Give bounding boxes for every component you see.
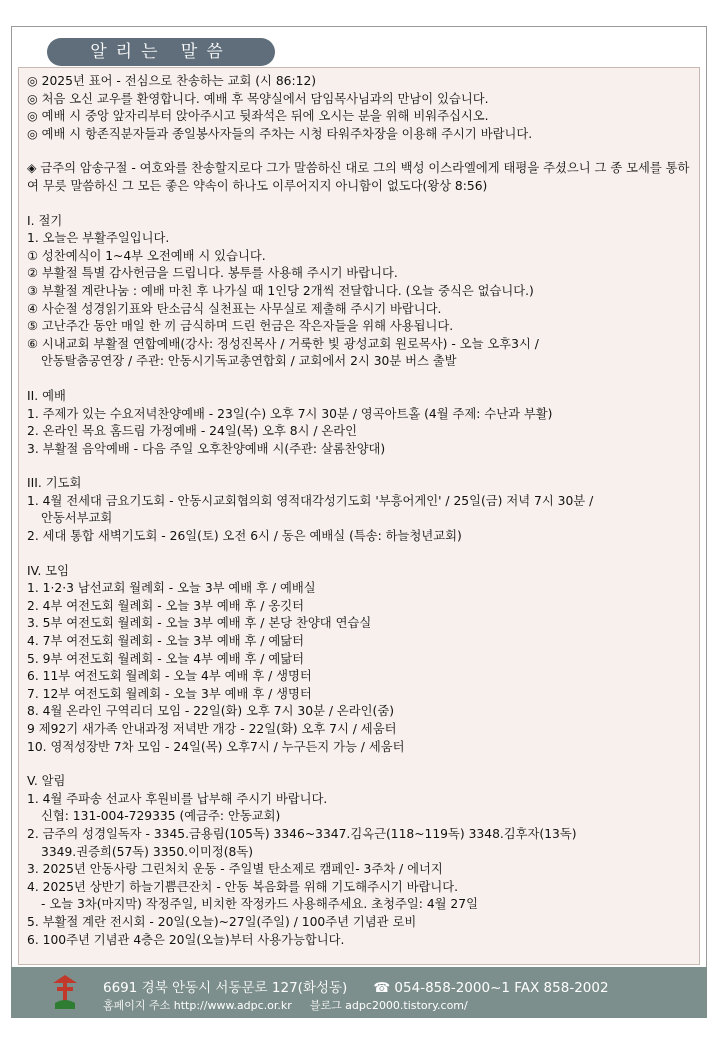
list-item: 2. 금주의 성경일독자 - 3345.금용림(105독) 3346~3347.김옥근(118~119독) 3348.김후자(13독) xyxy=(27,826,577,841)
intro-line: ◎ 예배 시 중앙 앞자리부터 앉아주시고 뒷좌석은 뒤에 오시는 분을 위해 비워주십시오. xyxy=(27,109,489,124)
list-item-continued: 신협: 131-004-729335 (예금주: 안동교회) xyxy=(41,809,281,824)
section-title-worship: II. 예배 xyxy=(27,388,66,403)
section-title-festival: I. 절기 xyxy=(27,213,63,228)
list-item: ④ 사순절 성경읽기표와 탄소금식 실천표는 사무실로 제출해 주시기 바랍니다. xyxy=(27,301,442,316)
list-item: 4. 7부 여전도회 월례회 - 오늘 3부 예배 후 / 예닮터 xyxy=(27,634,304,649)
list-item: ① 성찬예식이 1~4부 오전예배 시 있습니다. xyxy=(27,248,266,263)
memory-verse: ◈ 금주의 암송구절 - 여호와를 찬송할지로다 그가 말씀하신 대로 그의 백성 이스라엘에게 태평을 주셨으니 그 종 모세를 통하여 무릇 말씀하신 그 모든 좋은 약속이 하나도 이루어지지 아니함이 없도다(왕상 8:56) xyxy=(27,161,690,193)
church-logo-icon xyxy=(51,973,79,1011)
homepage-link[interactable]: 홈페이지 주소 http://www.adpc.or.kr xyxy=(103,999,292,1012)
blog-link[interactable]: 블로그 adpc2000.tistory.com/ xyxy=(309,999,468,1012)
list-item-continued: 안동탈춤공연장 / 주관: 안동시기독교총연합회 / 교회에서 2시 30분 버스 출발 xyxy=(41,354,457,369)
list-item: 7. 12부 여전도회 월례회 - 오늘 3부 예배 후 / 생명터 xyxy=(27,686,312,701)
section-title-prayer: III. 기도회 xyxy=(27,476,82,491)
phone-fax-text: ☎ 054-858-2000~1 FAX 858-2002 xyxy=(373,980,609,996)
list-item: 4. 2025년 상반기 하늘기쁨큰잔치 - 안동 복음화를 위해 기도해주시기 바랍니다. xyxy=(27,879,459,894)
list-item: 10. 영적성장반 7차 모임 - 24일(목) 오후7시 / 누구든지 가능 / 세움터 xyxy=(27,739,405,754)
section-title-meetings: IV. 모임 xyxy=(27,563,70,578)
list-item: 2. 4부 여전도회 월례회 - 오늘 3부 예배 후 / 옹깃터 xyxy=(27,598,304,613)
announcement-panel xyxy=(18,67,700,965)
list-item-continued: 안동서부교회 xyxy=(41,511,113,526)
list-item: 6. 11부 여전도회 월례회 - 오늘 4부 예배 후 / 생명터 xyxy=(27,669,312,684)
section-title-notices: V. 알림 xyxy=(27,774,66,789)
list-item: 1. 4월 주파송 선교사 후원비를 납부해 주시기 바랍니다. xyxy=(27,791,328,806)
list-item: 5. 9부 여전도회 월례회 - 오늘 4부 예배 후 / 예닮터 xyxy=(27,651,304,666)
list-item: 9 제92기 새가족 안내과정 저녁반 개강 - 22일(화) 오후 7시 / 세움터 xyxy=(27,722,397,736)
address-text: 6691 경북 안동시 서동문로 127(화성동) xyxy=(103,980,348,996)
list-item: 1. 주제가 있는 수요저녁찬양예배 - 23일(수) 오후 7시 30분 / 영곡아트홀 (4월 주제: 수난과 부활) xyxy=(27,406,553,421)
list-item: 3. 부활절 음악예배 - 다음 주일 오후찬양예배 시(주관: 살롬찬양대) xyxy=(27,441,386,456)
intro-line: ◎ 처음 오신 교우를 환영합니다. 예배 후 목양실에서 담임목사님과의 만남이 있습니다. xyxy=(27,91,489,106)
list-item: 1. 4월 전세대 금요기도회 - 안동시교회협의회 영적대각성기도회 '부흥어게인' / 25일(금) 저녁 7시 30분 / xyxy=(27,493,594,508)
list-item: ⑤ 고난주간 동안 매일 한 끼 금식하며 드린 헌금은 작은자들을 위해 사용됩니다. xyxy=(27,319,454,334)
intro-line: ◎ 2025년 표어 - 전심으로 찬송하는 교회 (시 86:12) xyxy=(27,74,317,88)
page-title: 알리는 말씀 xyxy=(47,38,275,66)
list-item: 3. 2025년 안동사랑 그린처치 운동 - 주일별 탄소제로 캠페인- 3주차 / 에너지 xyxy=(27,862,443,877)
list-item: ② 부활절 특별 감사헌금을 드립니다. 봉투를 사용해 주시기 바랍니다. xyxy=(27,266,398,281)
contact-address xyxy=(103,976,609,996)
list-item-continued: 3349.권증희(57독) 3350.이미정(8독) xyxy=(41,844,254,859)
intro-line: ◎ 예배 시 항존직분자들과 종일봉사자들의 주차는 시청 타워주차장을 이용해 주시기 바랍니다. xyxy=(27,126,533,141)
list-item: 6. 100주년 기념관 4층은 20일(오늘)부터 사용가능합니다. xyxy=(27,932,345,947)
list-item-continued: - 오늘 3차(마지막) 작정주일, 비치한 작정카드 사용해주세요. 초청주일: 4월 27일 xyxy=(41,897,478,912)
list-item: ⑥ 시내교회 부활절 연합예배(강사: 정성진목사 / 거룩한 빛 광성교회 원로목사) - 오늘 오후3시 / xyxy=(27,336,539,351)
list-item: 3. 5부 여전도회 월례회 - 오늘 3부 예배 후 / 본당 찬양대 연습실 xyxy=(27,616,372,631)
list-item: 2. 세대 통합 새벽기도회 - 26일(토) 오전 6시 / 동은 예배실 (특송: 하늘청년교회) xyxy=(27,529,462,544)
list-item: 8. 4월 온라인 구역리더 모임 - 22일(화) 오후 7시 30분 / 온라인(줌) xyxy=(27,704,395,719)
list-item: 1. 오늘은 부활주일입니다. xyxy=(27,231,170,246)
list-item: ③ 부활절 계란나눔 : 예배 마친 후 나가실 때 1인당 2개씩 전달합니다. (오늘 중식은 없습니다.) xyxy=(27,283,534,298)
web-links xyxy=(103,997,468,1013)
list-item: 2. 온라인 목요 홈드림 가정예배 - 24일(목) 오후 8시 / 온라인 xyxy=(27,424,358,439)
list-item: 1. 1·2·3 남선교회 월례회 - 오늘 3부 예배 후 / 예배실 xyxy=(27,581,316,596)
list-item: 5. 부활절 계란 전시회 - 20일(오늘)~27일(주일) / 100주년 기념관 로비 xyxy=(27,914,417,929)
footer xyxy=(11,967,707,1018)
